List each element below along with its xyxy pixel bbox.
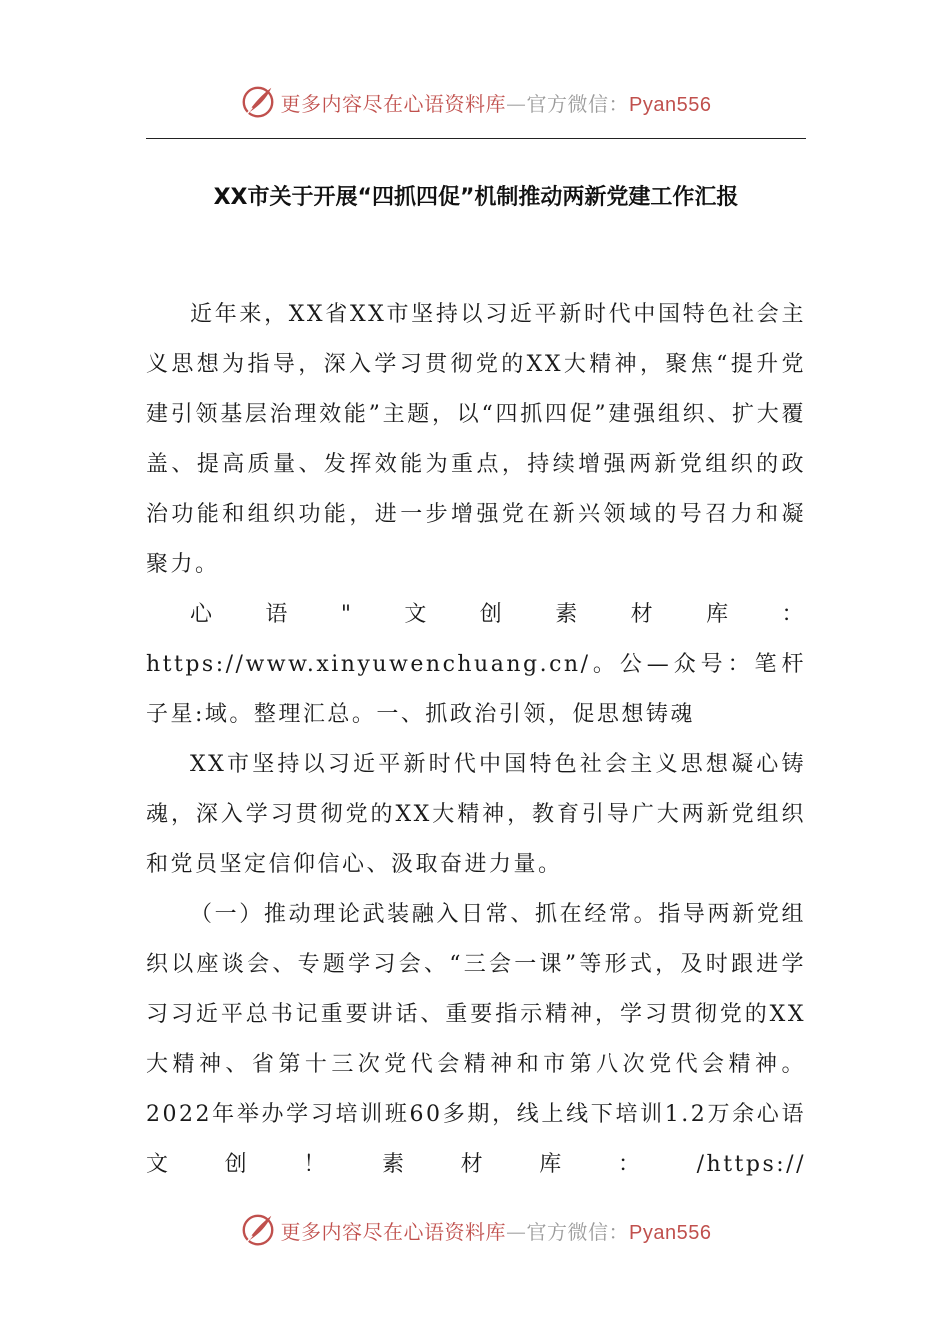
watermark-text: 更多内容尽在心语资料库—官方微信：Pyan556 <box>280 91 712 116</box>
document-title: XX市关于开展“四抓四促”机制推动两新党建工作汇报 <box>213 185 739 210</box>
paragraph: （一）推动理论武装融入日常、抓在经常。指导两新党组织以座谈会、专题学习会、“三会一课”等形式，及时跟进学习习近平总书记重要讲话、重要指示精神，学习贯彻党的XX大精神、省第十三次党代会精神和市第八次党代会精神。2022年举办学习培训班60多期，线上线下培训1.2万余心语文创！素材库：/https:// <box>146 902 806 1177</box>
header-divider <box>146 138 806 139</box>
paragraph: XX市坚持以习近平新时代中国特色社会主义思想凝心铸魂，深入学习贯彻党的XX大精神，教育引导广大两新党组织和党员坚定信仰信心、汲取奋进力量。 <box>146 752 806 877</box>
footer-watermark <box>0 1210 950 1250</box>
paragraph: 心语"文创素材库：https://www.xinyuwenchuang.cn/。公—众号：笔杆子星:域。整理汇总。一、抓政治引领，促思想铸魂 <box>146 602 806 727</box>
quill-pen-logo-icon <box>239 83 277 121</box>
watermark-text: 更多内容尽在心语资料库—官方微信：Pyan556 <box>280 1219 712 1244</box>
document-body <box>146 290 806 1190</box>
paragraph: 近年来，XX省XX市坚持以习近平新时代中国特色社会主义思想为指导，深入学习贯彻党的XX大精神，聚焦“提升党建引领基层治理效能”主题，以“四抓四促”建强组织、扩大覆盖、提高质量、发挥效能为重点，持续增强两新党组织的政治功能和组织功能，进一步增强党在新兴领域的号召力和凝聚力。 <box>146 302 806 577</box>
header-watermark <box>0 82 950 122</box>
quill-pen-logo-icon <box>239 1211 277 1249</box>
